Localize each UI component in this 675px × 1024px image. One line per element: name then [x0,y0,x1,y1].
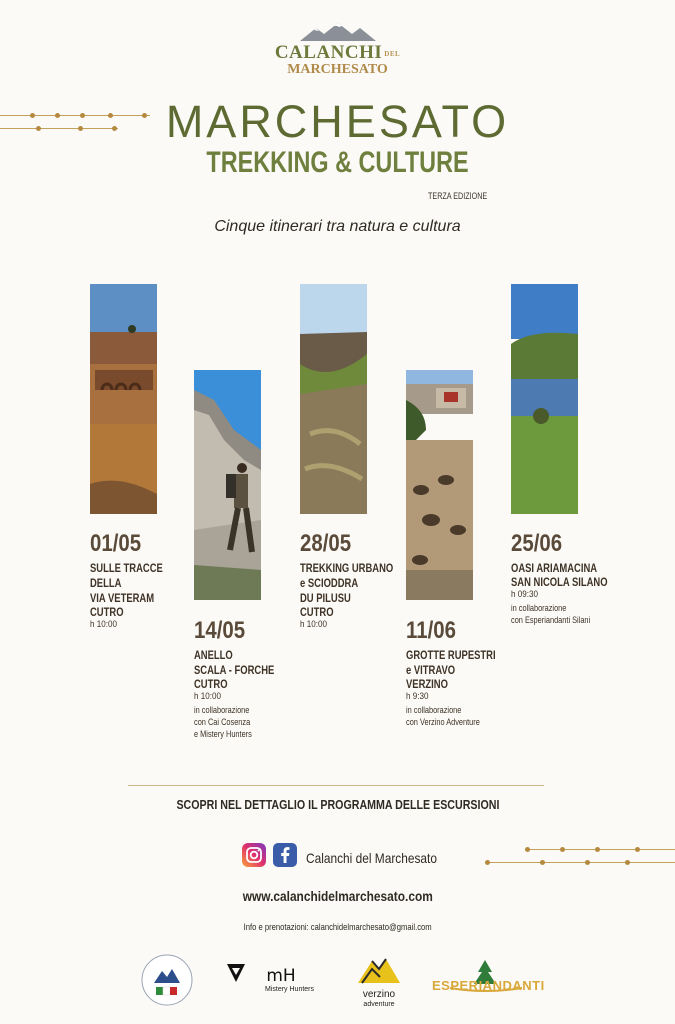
esperiandanti-text: ESPERIANDANTI [432,978,545,993]
program-cta: SCOPRI NEL DETTAGLIO IL PROGRAMMA DELLE ESCURSIONI [176,797,499,812]
event-date: 01/05 [90,530,142,557]
event-2 [194,617,294,740]
svg-text:mH: mH [266,966,296,986]
verzino-logo [350,955,408,1008]
event-place: VERZINO [406,679,448,691]
facebook-icon[interactable] [273,843,297,867]
mountain-logo-icon [298,22,378,42]
event-time: h 10:00 [300,619,327,630]
event-collab-line: in collaborazione [511,603,567,613]
mh-logo-icon [225,962,320,986]
event-4 [406,617,506,728]
divider [128,785,544,786]
verzino-line1: verzino [362,989,396,1000]
event-date: 14/05 [194,617,246,644]
event-title-line: e VITRAVO [406,665,456,677]
event-time: h 09:30 [511,589,538,600]
esperiandanti-logo [430,958,545,1002]
social-account-name: Calanchi del Marchesato [306,850,437,866]
photo-event-2 [194,370,261,600]
mh-logo-text: Mistery Hunters [265,986,315,993]
event-title-line: DELLA [90,578,122,590]
event-title-line: OASI ARIAMACINA [511,563,598,575]
verzino-line2: adventure [363,1001,395,1008]
event-collab-line: in collaborazione [194,705,250,715]
event-time: h 10:00 [90,619,117,630]
event-collab-line: con Esperiandanti Silani [511,615,591,625]
event-1 [90,530,190,630]
event-title-line: GROTTE RUPESTRI [406,650,496,662]
brand-name-line2: MARCHESATO [287,62,388,77]
cai-logo-icon [140,953,194,1007]
brand-logo [0,22,675,78]
event-3 [300,530,400,630]
event-date: 28/05 [300,530,352,557]
event-title-line: TREKKING URBANO [300,563,394,575]
edition-label: TERZA EDIZIONE [428,191,488,201]
event-date: 25/06 [511,530,563,557]
event-collab-line: e Mistery Hunters [194,729,252,739]
event-collab-line: con Cai Cosenza [194,717,251,727]
contact-info: Info e prenotazioni: calanchidelmarchesato@gmail.com [243,922,432,932]
event-time: h 10:00 [194,691,221,702]
tagline: Cinque itinerari tra natura e cultura [214,218,461,235]
event-date: 11/06 [406,617,456,644]
photo-event-3 [300,284,367,514]
verzino-logo-icon [350,955,408,985]
mh-logo [225,962,320,998]
event-title-line: DU PILUSU [300,593,351,605]
brand-del: DEL [384,49,401,58]
event-place: CUTRO [90,607,124,619]
photo-event-4 [406,370,473,600]
event-title-line: ANELLO [194,650,233,662]
event-collab-line: in collaborazione [406,705,462,715]
event-title-line: SULLE TRACCE [90,563,163,575]
event-place: CUTRO [194,679,228,691]
event-title-line: e SCIODDRA [300,578,359,590]
photo-event-1 [90,284,157,514]
brand-name-line1: CALANCHI [274,42,383,63]
decorative-dots-right [485,846,675,866]
page-title: MARCHESATO [165,96,510,147]
page-subtitle: TREKKING & CULTURE [206,146,469,179]
event-time: h 9:30 [406,691,429,702]
event-collab-line: con Verzino Adventure [406,717,480,727]
event-title-line: SCALA - FORCHE [194,665,275,677]
event-5 [511,530,621,626]
event-title-line: VIA VETERAM [90,593,155,605]
website-link[interactable]: www.calanchidelmarchesato.com [242,888,433,904]
photo-event-5 [511,284,578,514]
event-place: SAN NICOLA SILANO [511,577,608,589]
event-place: CUTRO [300,607,334,619]
instagram-icon[interactable] [242,843,266,867]
